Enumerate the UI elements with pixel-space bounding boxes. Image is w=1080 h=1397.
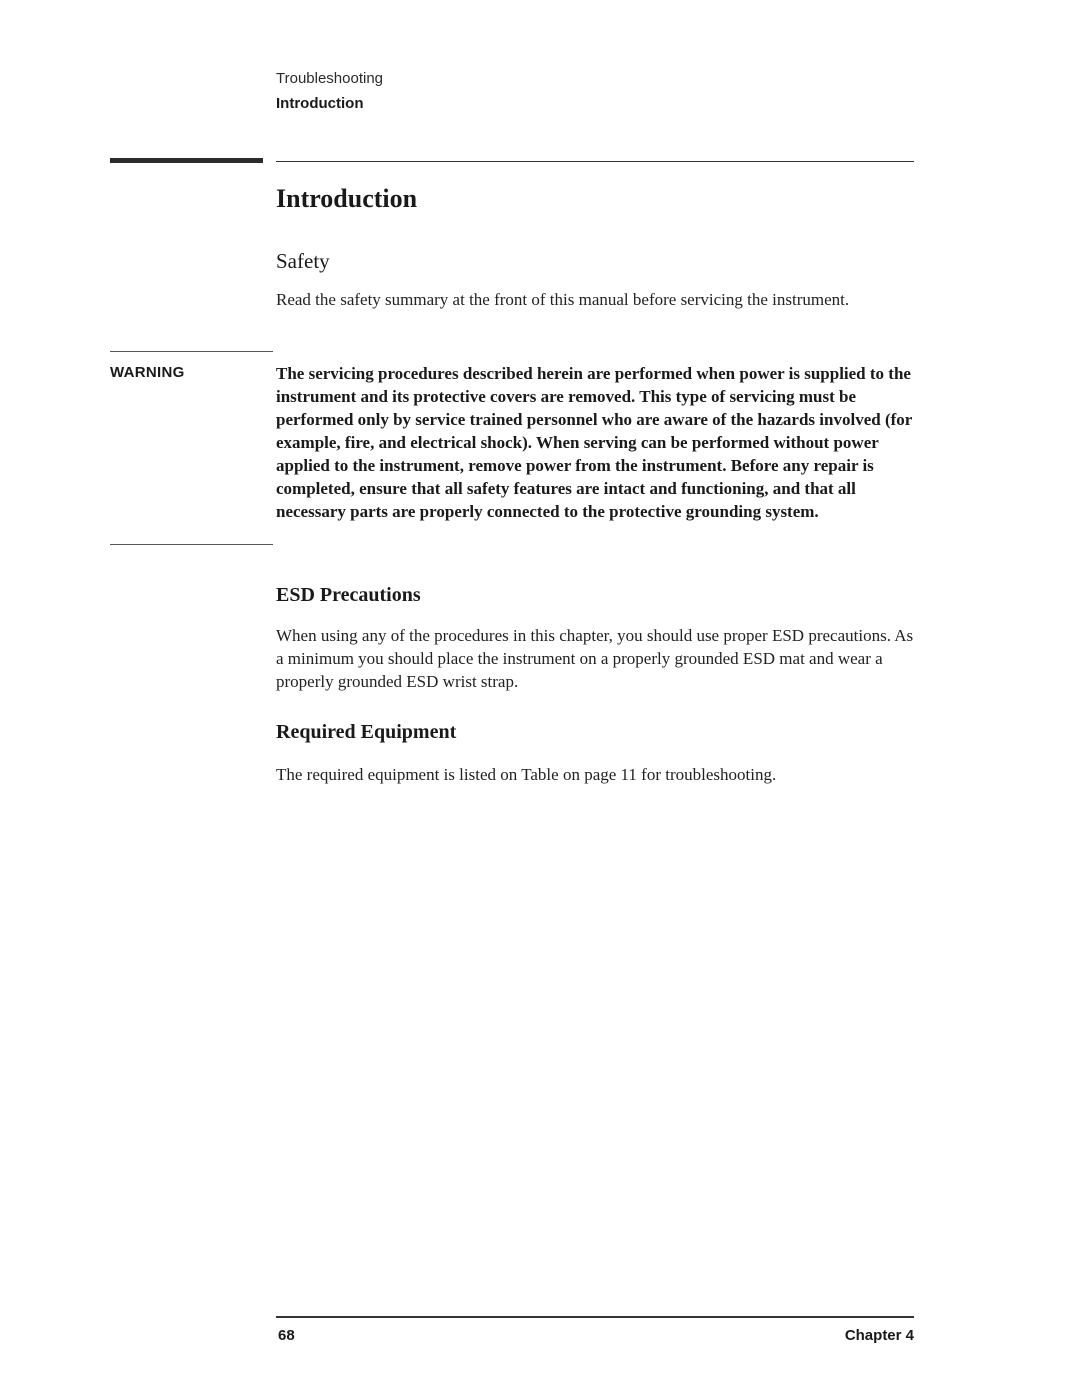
esd-heading: ESD Precautions [276, 584, 421, 606]
warning-bottom-rule [110, 544, 273, 545]
safety-heading: Safety [276, 249, 330, 273]
warning-top-rule [110, 351, 273, 352]
running-header-section: Introduction [276, 95, 364, 112]
page-number: 68 [278, 1327, 295, 1344]
warning-text: The servicing procedures described herein are performed when power is supplied to the instrument and its protective covers are removed. This type of servicing must be performed only by service trained personnel who are aware of the hazards involved (for example, fire, and electrical shock). When serving can be performed without power applied to the instrument, remove power from the instrument. Before any repair is completed, ensure that all safety features are intact and functioning, and that all necessary parts are properly connected to the protective grounding system. [276, 364, 913, 521]
section-marker-bar [110, 158, 263, 163]
warning-label: WARNING [110, 364, 185, 381]
footer-divider [276, 1316, 914, 1318]
esd-paragraph: When using any of the procedures in this chapter, you should use proper ESD precautions. As a minimum you should place the instrument on a properly grounded ESD mat and wear a properly grounded ESD wrist strap. [276, 626, 914, 691]
required-equipment-heading: Required Equipment [276, 721, 457, 743]
safety-paragraph: Read the safety summary at the front of this manual before servicing the instrument. [276, 290, 850, 309]
page-title: Introduction [276, 184, 418, 213]
running-header-chapter: Troubleshooting [276, 70, 384, 87]
required-equipment-paragraph: The required equipment is listed on Table on page 11 for troubleshooting. [276, 765, 777, 784]
footer-chapter-label: Chapter 4 [844, 1327, 914, 1344]
section-divider [276, 161, 914, 162]
